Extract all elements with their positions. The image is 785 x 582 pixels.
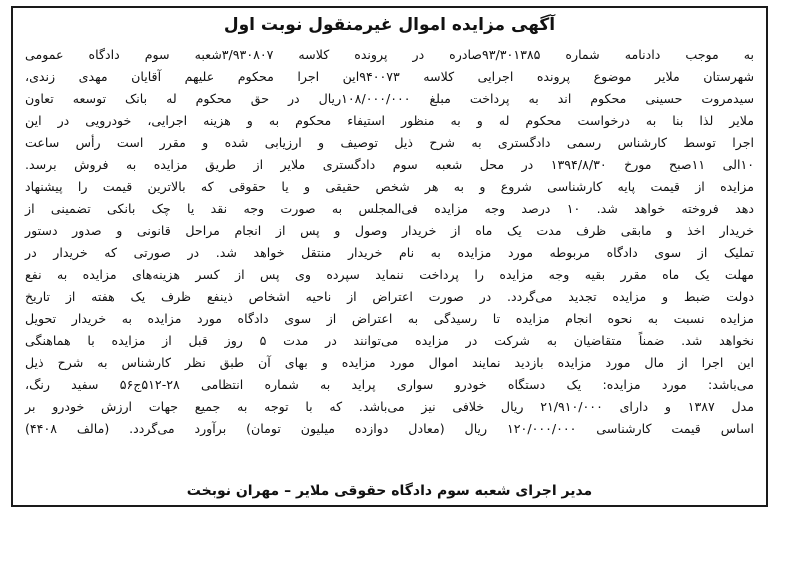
notice-line-2: شهرستان ملایر موضوع پرونده اجرایی کلاسه ۹۴۰۰۷۳این اجرا محکوم علیهم آقایان مهدی زندی، [25, 69, 754, 84]
notice-line-16: می‌باشد: مورد مزایده: یک دستگاه خودرو سواری پراید به شماره انتظامی ۲۸-۵۱۲ج۵۶ سفید رنگ، [25, 377, 754, 392]
notice-signature: مدیر اجرای شعبه سوم دادگاه حقوقی ملایر – مهران نوبخت [186, 483, 593, 499]
notice-line-18: اساس قیمت کارشناسی ۱۲۰/۰۰۰/۰۰۰ ریال (معادل دوازده میلیون تومان) برآورد می‌گردد. (مالف ۴۴۰۸) [25, 421, 754, 436]
notice-line-13: مزایده نسبت به نحوه انجام مزایده تا رسیدگی به اعتراض از سوی دادگاه مورد مزایده به خریدار تحویل [25, 311, 754, 326]
notice-line-4: ملایر لذا بنا به درخواست محکوم له و به منظور استیفاء محکوم به و هزینه اجرایی، خودرویی در این [25, 113, 754, 128]
auction-notice [11, 6, 768, 507]
notice-line-7: مزایده از قیمت پایه کارشناسی شروع و به هر شخص حقیقی و یا حقوقی که بالاترین قیمت را پیشنهاد [25, 179, 754, 194]
notice-line-14: نخواهد شد. ضمناً متقاضیان به شرکت در مزایده می‌توانند در مدت ۵ روز قبل از مزایده با هماهنگی [25, 333, 754, 348]
notice-line-1: به موجب دادنامه شماره ۹۳/۳۰۱۳۸۵صادره در پرونده کلاسه ۳/۹۳۰۸۰۷شعبه سوم دادگاه عمومی [25, 47, 754, 62]
notice-line-12: دولت ضبط و مزایده تجدید می‌گردد. در صورت اعتراض از ناحیه اشخاص ذینفع ظرف یک هفته از تاریخ [25, 289, 754, 304]
notice-body [25, 44, 754, 440]
notice-line-6: ۱۰الی ۱۱صبح مورخ ۱۳۹۴/۸/۳۰ در محل شعبه سوم دادگستری ملایر از طریق مزایده به فروش برسد. [25, 157, 755, 172]
notice-line-9: خریدار اخذ و مابقی ظرف مدت یک ماه از خریدار وصول و پس از انجام مراحل قانونی و صدور دستور [25, 223, 754, 238]
notice-title: آگهی مزایده اموال غیرمنقول نوبت اول [223, 15, 556, 35]
notice-line-8: دهد فروخته خواهد شد. ۱۰ درصد وجه مزایده فی‌المجلس به صورت وجه نقد یا چک بانکی تضمینی از [25, 201, 754, 216]
notice-line-17: مدل ۱۳۸۷ و دارای ۲۱/۹۱۰/۰۰۰ ریال خلافی نیز می‌باشد. که با توجه به جمیع جهات ارزش خودرو بر [25, 399, 754, 414]
notice-line-11: مهلت یک ماه مقرر بقیه وجه مزایده را پرداخت ننماید سپرده وی پس از کسر هزینه‌های مزایده به نفع [25, 267, 754, 282]
notice-line-3: سیدمروت حسینی محکوم اند به پرداخت مبلغ ۱۰۸/۰۰۰/۰۰۰ریال در حق محکوم له بانک توسعه تعاون [25, 91, 754, 106]
notice-line-5: اجرا توسط کارشناس رسمی دادگستری به شرح ذیل توصیف و ارزیابی شده و مقرر است رأس ساعت [25, 135, 754, 150]
notice-line-10: تملیک از سوی دادگاه مربوطه مورد مزایده به نام خریدار منتقل خواهد شد. در صورتی که خریدار در [25, 245, 754, 260]
notice-line-15: این اجرا از مال مورد مزایده بازدید نمایند اموال مورد مزایده و بهای آن طبق نظر کارشناس به شرح ذیل [25, 355, 754, 370]
